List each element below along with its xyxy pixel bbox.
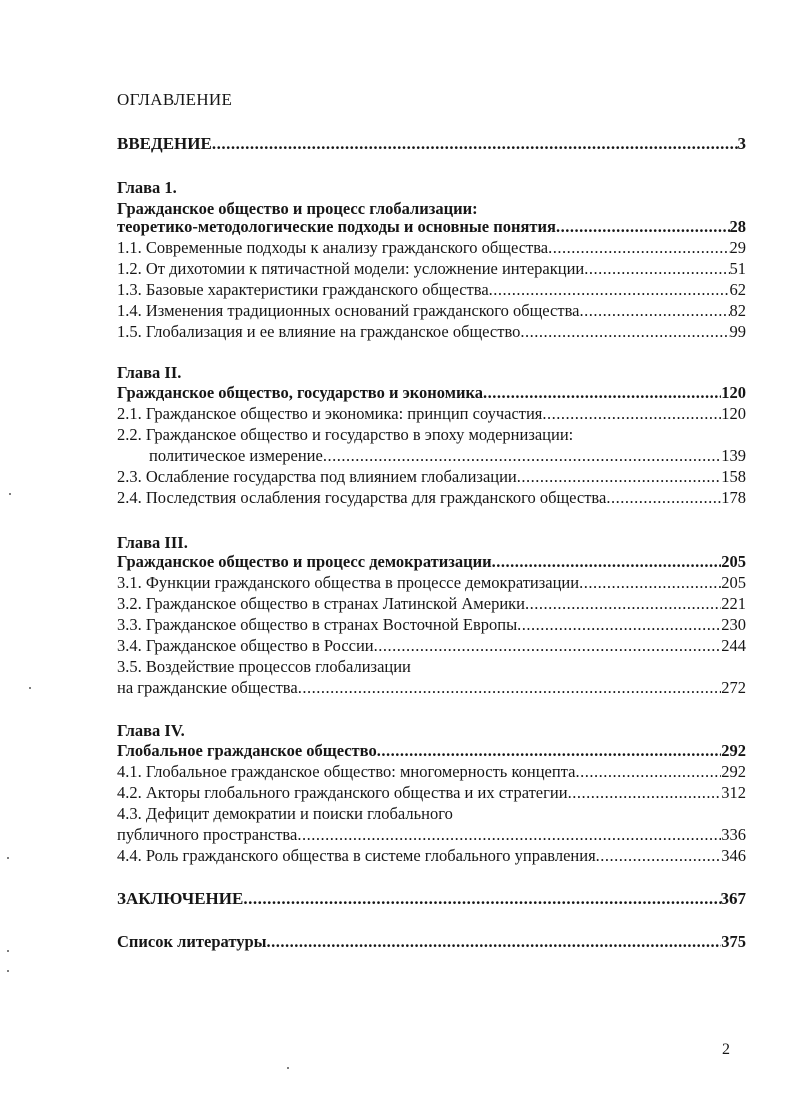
toc-label: Список литературы	[117, 932, 267, 951]
toc-label: теоретико-методологические подходы и основные понятия	[117, 217, 556, 236]
page-number: 2	[722, 1041, 730, 1058]
scan-speck	[287, 1067, 289, 1069]
toc-section-line[interactable]: 4.3. Дефицит демократии и поиски глобального	[117, 804, 453, 823]
toc-section[interactable]	[117, 322, 746, 344]
scan-speck	[29, 687, 31, 689]
toc-label: 1.1. Современные подходы к анализу гражданского общества	[117, 238, 549, 257]
toc-label: 1.4. Изменения традиционных оснований гражданского общества	[117, 301, 580, 320]
toc-page: 375	[721, 932, 746, 951]
toc-label: 1.2. От дихотомии к пятичастной модели: усложнение интеракции	[117, 259, 585, 278]
toc-label: 2.1. Гражданское общество и экономика: принцип соучастия	[117, 404, 543, 423]
toc-label: 1.3. Базовые характеристики гражданского общества	[117, 280, 489, 299]
toc-label: 3.3. Гражданское общество в странах Восточной Европы	[117, 615, 518, 634]
toc-section[interactable]	[117, 615, 746, 637]
toc-section[interactable]	[117, 783, 746, 805]
toc-page: 312	[721, 783, 746, 802]
toc-page: 28	[729, 217, 746, 236]
toc-page: 3	[737, 134, 746, 153]
toc-label: публичного пространства	[117, 825, 298, 844]
scan-speck	[7, 970, 9, 972]
toc-page: 62	[729, 280, 746, 299]
toc-page: 158	[721, 467, 746, 486]
toc-page: 51	[729, 259, 746, 278]
chapter-heading: Глава III.	[117, 533, 188, 552]
toc-label: 2.4. Последствия ослабления государства для гражданского общества	[117, 488, 607, 507]
toc-section[interactable]	[117, 636, 746, 658]
toc-label: на гражданские общества	[117, 678, 298, 697]
toc-page: 244	[721, 636, 746, 655]
toc-page: 99	[729, 322, 746, 341]
toc-page: 221	[721, 594, 746, 613]
toc-page: 292	[721, 741, 746, 760]
page-title: ОГЛАВЛЕНИЕ	[117, 90, 233, 109]
toc-section[interactable]	[117, 762, 746, 784]
scan-speck	[9, 493, 11, 495]
toc-page: 205	[721, 552, 746, 571]
toc-conclusion[interactable]	[117, 889, 746, 911]
chapter-heading: Глава 1.	[117, 178, 177, 197]
chapter-heading: Глава II.	[117, 363, 182, 382]
scan-speck	[7, 857, 9, 859]
chapter-title: Гражданское общество и процесс глобализации:	[117, 199, 478, 218]
toc-section[interactable]	[117, 488, 746, 510]
toc-label: ВВЕДЕНИЕ	[117, 134, 212, 153]
toc-section[interactable]	[149, 446, 746, 468]
toc-section[interactable]	[117, 573, 746, 595]
toc-chapter-3[interactable]	[117, 552, 746, 574]
toc-label: политическое измерение	[149, 446, 323, 465]
toc-label: 2.3. Ослабление государства под влиянием глобализации	[117, 467, 517, 486]
toc-label: 4.2. Акторы глобального гражданского общества и их стратегии	[117, 783, 568, 802]
toc-label: Глобальное гражданское общество	[117, 741, 377, 760]
toc-bibliography[interactable]	[117, 932, 746, 954]
toc-label: 4.1. Глобальное гражданское общество: многомерность концепта	[117, 762, 576, 781]
toc-intro[interactable]	[117, 134, 746, 156]
toc-label: Гражданское общество и процесс демократизации	[117, 552, 492, 571]
toc-section[interactable]	[117, 846, 746, 868]
toc-page: 82	[729, 301, 746, 320]
toc-chapter-2[interactable]	[117, 383, 746, 405]
toc-label: 1.5. Глобализация и ее влияние на гражданское общество	[117, 322, 521, 341]
scan-speck	[7, 950, 9, 952]
toc-page: 120	[721, 404, 746, 423]
toc-page: 346	[721, 846, 746, 865]
toc-page: 120	[721, 383, 746, 402]
toc-section[interactable]	[117, 594, 746, 616]
toc-section[interactable]	[117, 238, 746, 260]
toc-page: 139	[721, 446, 746, 465]
toc-section[interactable]	[117, 825, 746, 847]
toc-section-line[interactable]: 3.5. Воздействие процессов глобализации	[117, 657, 411, 676]
toc-section[interactable]	[117, 467, 746, 489]
toc-section[interactable]	[117, 404, 746, 426]
toc-page: 336	[721, 825, 746, 844]
toc-chapter-1[interactable]	[117, 217, 746, 239]
toc-label: 4.4. Роль гражданского общества в системе глобального управления	[117, 846, 596, 865]
toc-label: 3.1. Функции гражданского общества в процессе демократизации	[117, 573, 580, 592]
toc-page: 29	[729, 238, 746, 257]
toc-page: 367	[720, 889, 746, 908]
chapter-heading: Глава IV.	[117, 721, 185, 740]
toc-page: 230	[721, 615, 746, 634]
toc-label: Гражданское общество, государство и экономика	[117, 383, 483, 402]
toc-label: 3.2. Гражданское общество в странах Латинской Америки	[117, 594, 525, 613]
toc-section[interactable]	[117, 301, 746, 323]
toc-label: ЗАКЛЮЧЕНИЕ	[117, 889, 244, 908]
toc-chapter-4[interactable]	[117, 741, 746, 763]
toc-section[interactable]	[117, 678, 746, 700]
toc-label: 3.4. Гражданское общество в России	[117, 636, 374, 655]
toc-page: 205	[721, 573, 746, 592]
toc-section[interactable]	[117, 259, 746, 281]
toc-page: 292	[721, 762, 746, 781]
toc-section[interactable]	[117, 280, 746, 302]
toc-page: 272	[721, 678, 746, 697]
toc-page: 178	[721, 488, 746, 507]
toc-section-line[interactable]: 2.2. Гражданское общество и государство в эпоху модернизации:	[117, 425, 574, 444]
